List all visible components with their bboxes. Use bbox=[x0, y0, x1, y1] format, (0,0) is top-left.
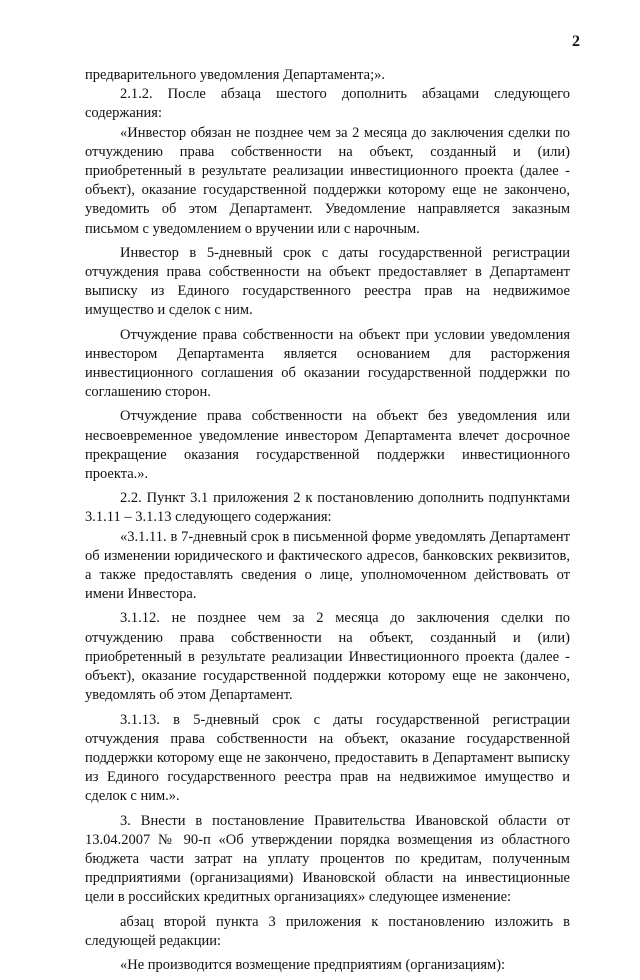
paragraph-6: Отчуждение права собственности на объект без уведомления или несвоевременное уведомление инвестором Департамента влечет досрочное прекращение оказания государственной поддержки инвестиционного проекта.». bbox=[85, 408, 570, 483]
paragraph-2: 2.1.2. После абзаца шестого дополнить абзацами следующего содержания: bbox=[85, 86, 570, 122]
paragraph-12: абзац второй пункта 3 приложения к постановлению изложить в следующей редакции: bbox=[85, 913, 570, 949]
paragraph-10: 3.1.13. в 5-дневный срок с даты государственной регистрации отчуждения права собственности на объект, оказание государственной поддержки которому еще не закончено, предоставить в Департамент выписку из Единого государственного реестра прав на недвижимое имущество и сделок с ним.». bbox=[85, 711, 570, 805]
paragraph-8: «3.1.11. в 7-дневный срок в письменной форме уведомлять Департамент об изменении юридического и фактического адресов, банковских реквизитов, а также предоставлять сведения о лице, уполномоченном действовать от имени Инвестора. bbox=[85, 528, 570, 603]
paragraph-13: «Не производится возмещение предприятиям (организациям): bbox=[120, 956, 506, 973]
paragraph-4: Инвестор в 5-дневный срок с даты государственной регистрации отчуждения права собственности на объект предоставляет в Департамент выписку из Единого государственного реестра прав на недвижимое имущество и сделок с ним. bbox=[85, 244, 570, 319]
paragraph-9: 3.1.12. не позднее чем за 2 месяца до заключения сделки по отчуждению права собственности на объект, созданный и (или) приобретенный в результате реализации Инвестиционного проекта (далее - объект), оказание государственной поддержки которому еще не закончено, уведомлять об этом Департамент. bbox=[85, 610, 570, 704]
document-body bbox=[85, 66, 570, 980]
page-number: 2 bbox=[572, 33, 580, 50]
paragraph-5: Отчуждение права собственности на объект при условии уведомления инвестором Департамента является основанием для расторжения инвестиционного соглашения об оказании государственной поддержки по соглашению сторон. bbox=[85, 326, 570, 401]
paragraph-11: 3. Внести в постановление Правительства Ивановской области от 13.04.2007 № 90-п «Об утверждении порядка возмещения из областного бюджета части затрат на уплату процентов по кредитам, полученным предприятиями (организациями) Ивановской области на инвестиционные цели в российских кредитных организациях» следующее изменение: bbox=[85, 812, 570, 906]
paragraph-1: предварительного уведомления Департамента;». bbox=[85, 67, 386, 83]
paragraph-7: 2.2. Пункт 3.1 приложения 2 к постановлению дополнить подпунктами 3.1.11 – 3.1.13 следующего содержания: bbox=[85, 490, 570, 526]
paragraph-3: «Инвестор обязан не позднее чем за 2 месяца до заключения сделки по отчуждению права собственности на объект, созданный и (или) приобретенный в результате реализации инвестиционного проекта (далее - объект), оказание государственной поддержки которому еще не закончено, уведомить об этом Департамент. Уведомление направляется заказным письмом с уведомлением о вручении или с нарочным. bbox=[85, 124, 570, 237]
